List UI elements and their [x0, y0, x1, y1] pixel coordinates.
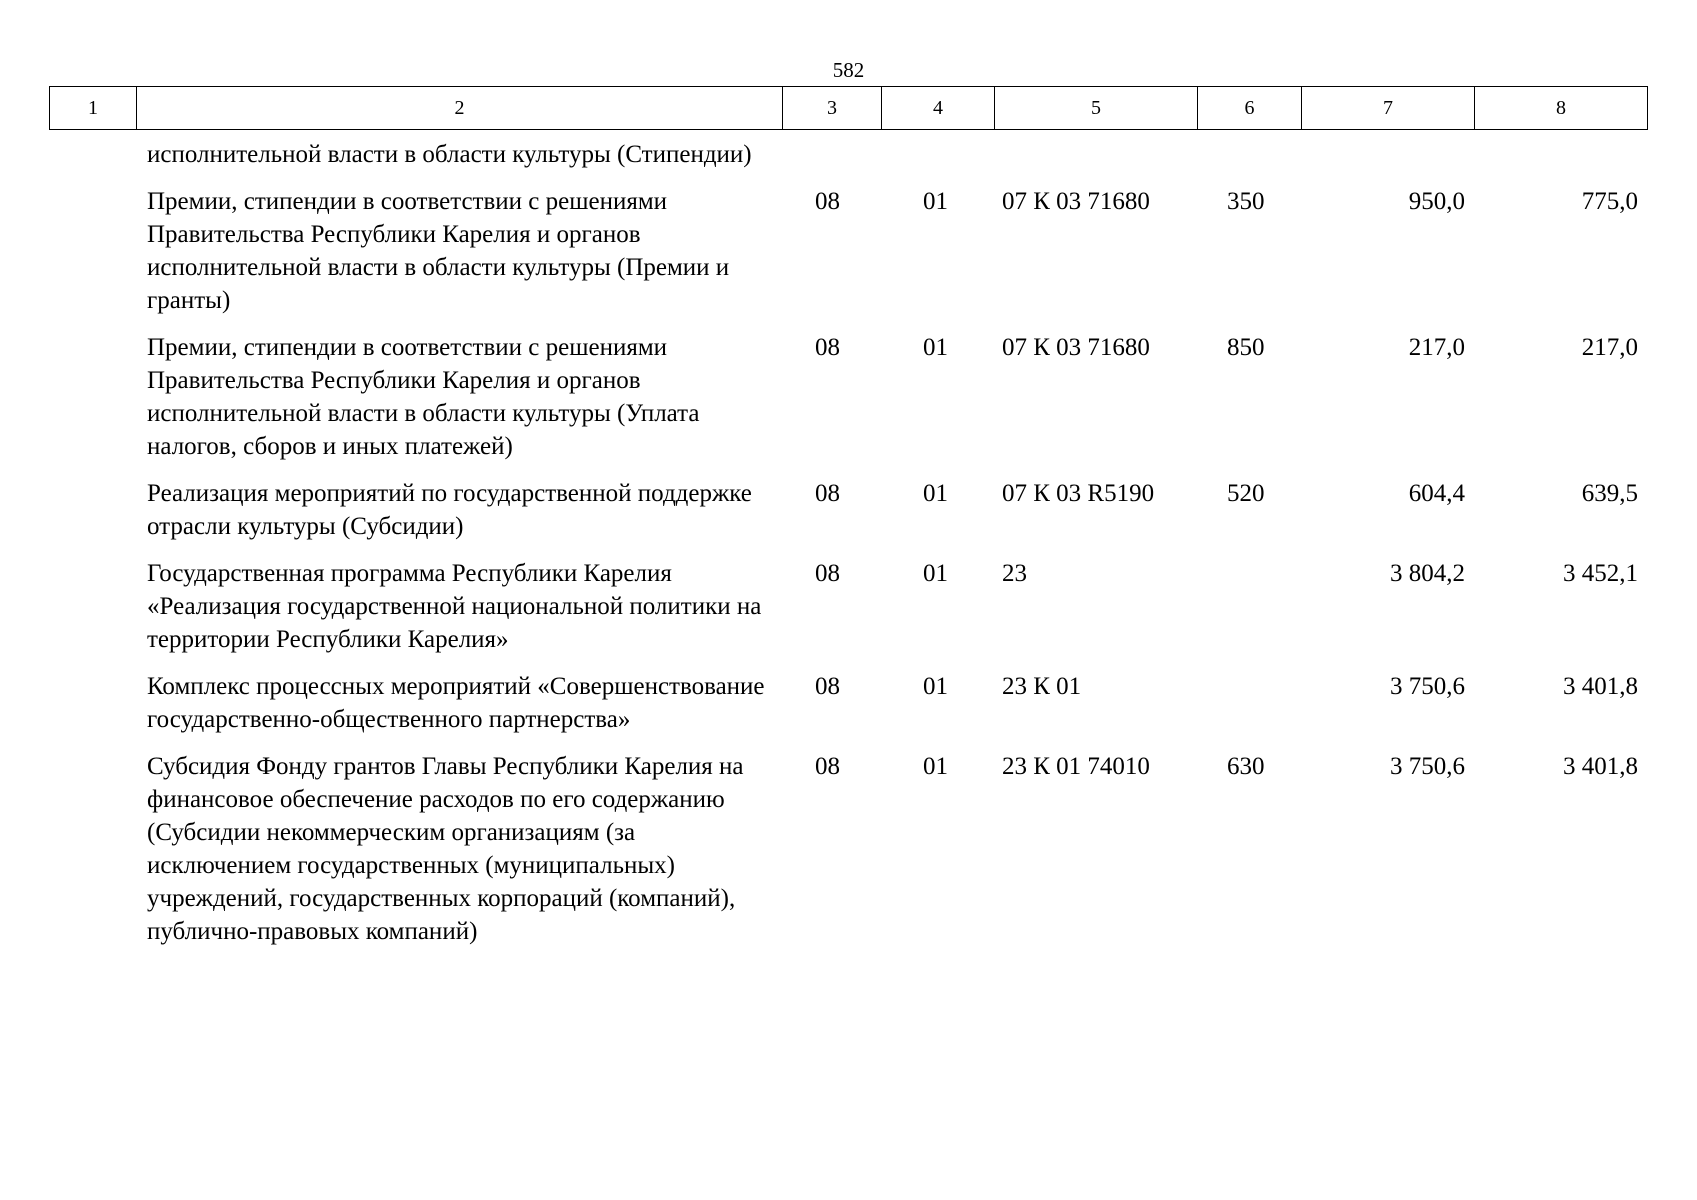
row-section: 08: [815, 480, 840, 507]
row-sum-2: 3 401,8: [1563, 753, 1638, 780]
row-name: Премии, стипендии в соответствии с решениями Правительства Республики Карелия и органов исполнительной власти в области культуры (Премии и гранты): [147, 188, 730, 314]
row-subsection: 01: [923, 560, 948, 587]
table-row: [49, 750, 1647, 948]
header-cell-7: 7: [1302, 87, 1475, 130]
header-cell-2: 2: [137, 87, 783, 130]
row-name: Комплекс процессных мероприятий «Совершенствование государственно-общественного партнерства»: [147, 673, 765, 733]
row-number-cell: [49, 670, 136, 736]
row-sum-1: [1301, 138, 1474, 171]
row-expense-type: [1197, 670, 1301, 736]
row-target-article: 23 К 01 74010: [1002, 753, 1150, 780]
row-section: 08: [815, 334, 840, 361]
row-expense-type: 520: [1227, 480, 1265, 507]
row-subsection: 01: [923, 480, 948, 507]
page-number: 582: [832, 58, 865, 82]
row-name: Субсидия Фонду грантов Главы Республики Карелия на финансовое обеспечение расходов по его содержанию (Субсидии некоммерческим организациям (за исключением государственных (муниципальных) учреждений, государственных корпораций (компаний), публично-правовых компаний): [147, 753, 744, 945]
row-expense-type: [1197, 138, 1301, 171]
row-expense-type: [1197, 557, 1301, 656]
row-sum-2: 3 401,8: [1563, 673, 1638, 700]
header-cell-3: 3: [783, 87, 882, 130]
header-cell-5: 5: [995, 87, 1198, 130]
table-row: [49, 557, 1647, 656]
row-expense-type: 850: [1227, 334, 1265, 361]
row-name: Государственная программа Республики Карелия «Реализация государственной национальной политики на территории Республики Карелия»: [147, 560, 762, 653]
row-name: Премии, стипендии в соответствии с решениями Правительства Республики Карелия и органов исполнительной власти в области культуры (Уплата налогов, сборов и иных платежей): [147, 334, 700, 460]
row-sum-1: 3 750,6: [1390, 753, 1465, 780]
row-sum-2: 775,0: [1581, 188, 1638, 215]
table-row: [49, 670, 1647, 736]
row-subsection: 01: [923, 334, 948, 361]
row-sum-1: 217,0: [1408, 334, 1465, 361]
row-target-article: 07 К 03 71680: [1002, 334, 1150, 361]
row-sum-1: 950,0: [1408, 188, 1465, 215]
row-target-article: 07 К 03 71680: [1002, 188, 1150, 215]
row-target-article: [994, 138, 1197, 171]
row-section: 08: [815, 188, 840, 215]
row-number-cell: [49, 557, 136, 656]
row-subsection: [881, 138, 994, 171]
row-name: Реализация мероприятий по государственной поддержке отрасли культуры (Субсидии): [147, 480, 752, 540]
column-number-header: [49, 86, 1648, 130]
row-subsection: 01: [923, 673, 948, 700]
table-row: [49, 185, 1647, 317]
row-sum-2: 3 452,1: [1563, 560, 1638, 587]
row-section: 08: [815, 753, 840, 780]
row-sum-2: [1474, 138, 1647, 171]
row-number-cell: [49, 477, 136, 543]
header-cell-8: 8: [1475, 87, 1648, 130]
budget-rows: [49, 138, 1647, 962]
header-cell-1: 1: [50, 87, 137, 130]
table-row: [49, 138, 1647, 171]
row-subsection: 01: [923, 188, 948, 215]
row-expense-type: 350: [1227, 188, 1265, 215]
row-section: [782, 138, 881, 171]
header-cell-6: 6: [1198, 87, 1302, 130]
row-name: исполнительной власти в области культуры (Стипендии): [147, 141, 752, 168]
row-number-cell: [49, 750, 136, 948]
row-sum-2: 639,5: [1581, 480, 1638, 507]
row-target-article: 23 К 01: [1002, 673, 1082, 700]
row-section: 08: [815, 673, 840, 700]
row-number-cell: [49, 331, 136, 463]
row-sum-2: 217,0: [1581, 334, 1638, 361]
row-sum-1: 604,4: [1408, 480, 1465, 507]
row-sum-1: 3 804,2: [1390, 560, 1465, 587]
table-row: [49, 477, 1647, 543]
row-subsection: 01: [923, 753, 948, 780]
row-number-cell: [49, 138, 136, 171]
row-number-cell: [49, 185, 136, 317]
row-sum-1: 3 750,6: [1390, 673, 1465, 700]
row-expense-type: 630: [1227, 753, 1265, 780]
header-cell-4: 4: [882, 87, 995, 130]
row-target-article: 23: [1002, 560, 1027, 587]
row-section: 08: [815, 560, 840, 587]
row-target-article: 07 К 03 R5190: [1002, 480, 1155, 507]
table-row: [49, 331, 1647, 463]
